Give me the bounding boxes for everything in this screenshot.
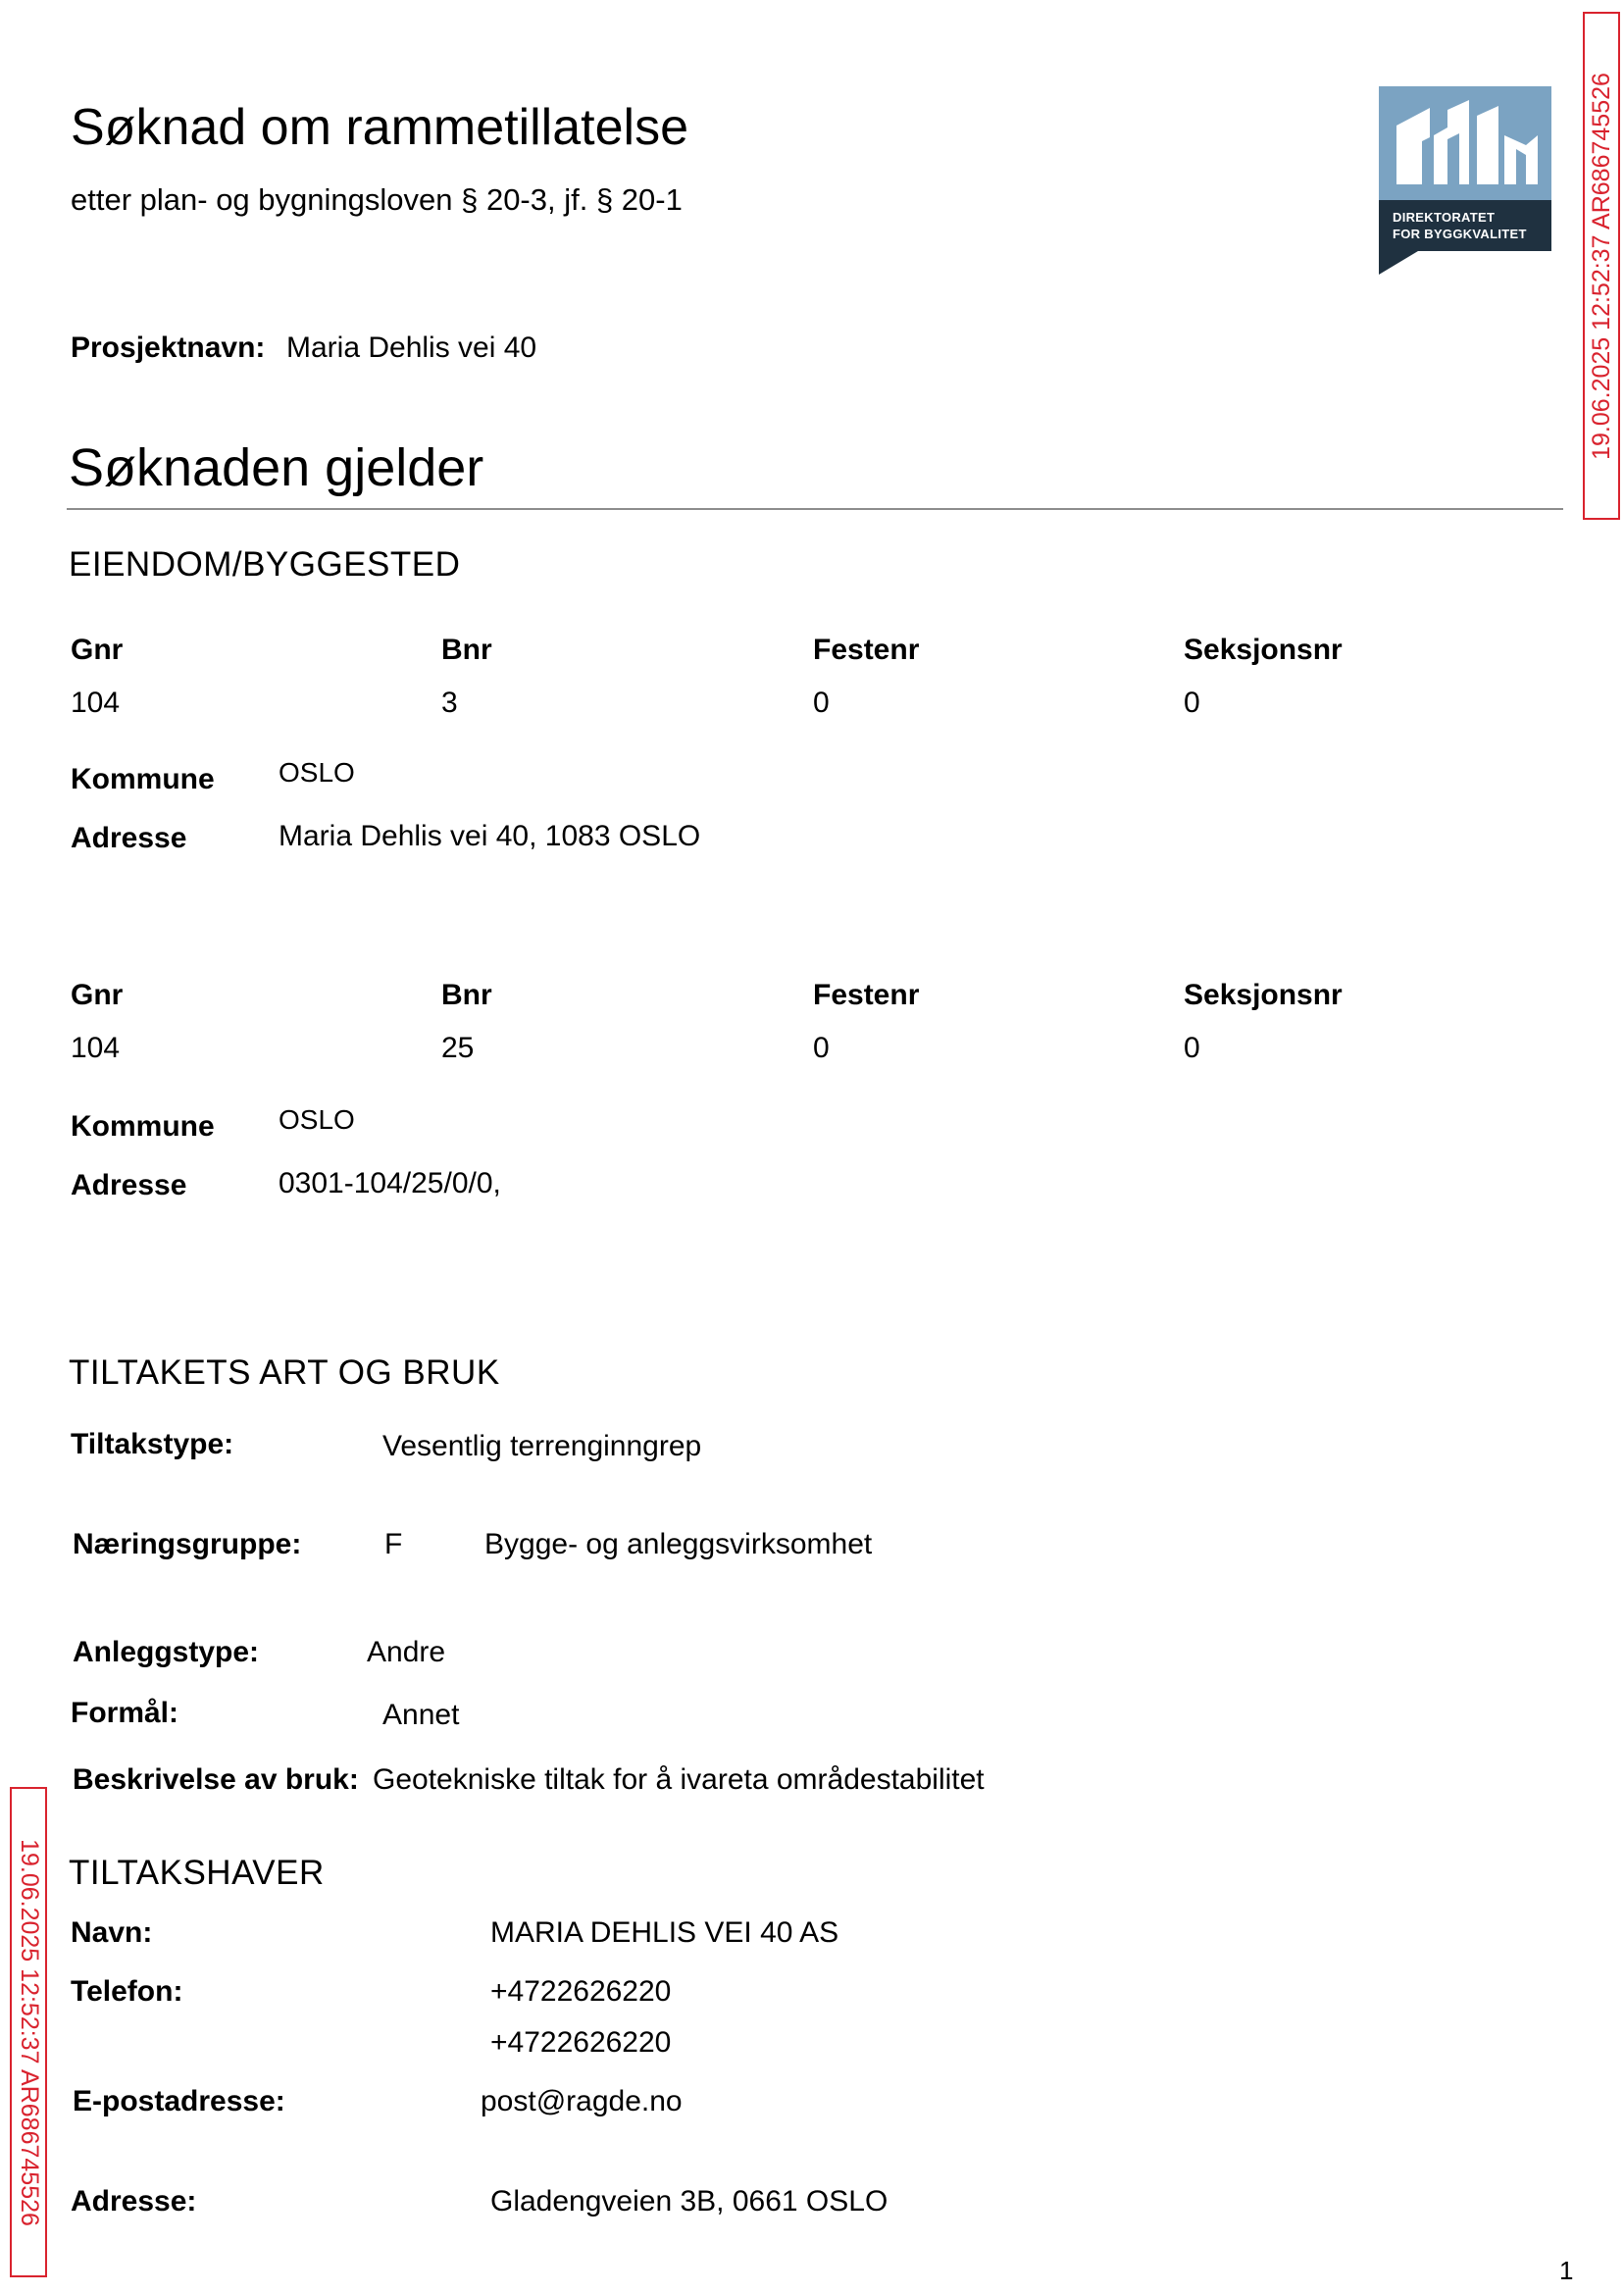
festenr-value: 0: [813, 687, 830, 719]
section-title: Søknaden gjelder: [69, 438, 484, 497]
stamp-text: 19.06.2025 12:52:37 AR686745526: [1587, 72, 1615, 460]
anleggstype-value: Andre: [367, 1636, 446, 1668]
col-festenr: Festenr: [813, 634, 920, 666]
naeringsgruppe-value: Bygge- og anleggsvirksomhet: [484, 1528, 873, 1560]
page-subtitle: etter plan- og bygningsloven § 20-3, jf. § 20-1: [71, 182, 683, 217]
epost-label: E-postadresse:: [73, 2085, 285, 2117]
col-festenr: Festenr: [813, 979, 920, 1011]
adresse-value: 0301-104/25/0/0,: [279, 1167, 501, 1199]
logo-text-line2: FOR BYGGKVALITET: [1393, 227, 1527, 241]
stamp-text: 19.06.2025 12:52:37 AR686745526: [15, 1838, 43, 2226]
kommune-value: OSLO: [279, 757, 355, 788]
adresse-value: Maria Dehlis vei 40, 1083 OSLO: [279, 820, 701, 852]
tiltakstype-value: Vesentlig terrenginngrep: [382, 1430, 702, 1462]
adresse-label: Adresse: [71, 822, 187, 854]
logo-band: [1379, 200, 1551, 251]
formal-value: Annet: [382, 1699, 460, 1731]
naeringsgruppe-label: Næringsgruppe:: [73, 1528, 302, 1560]
timestamp-stamp-top: [1583, 12, 1620, 520]
navn-label: Navn:: [71, 1916, 153, 1949]
festenr-value: 0: [813, 1032, 830, 1064]
bnr-value: 25: [441, 1032, 475, 1064]
seksjonsnr-value: 0: [1184, 1032, 1200, 1064]
tiltakshaver-heading: TILTAKSHAVER: [69, 1854, 325, 1892]
property-heading: EIENDOM/BYGGESTED: [69, 545, 461, 584]
bnr-value: 3: [441, 687, 458, 719]
section-divider: [67, 508, 1563, 510]
col-gnr: Gnr: [71, 634, 124, 666]
adresse-label: Adresse: [71, 1169, 187, 1201]
navn-value: MARIA DEHLIS VEI 40 AS: [490, 1916, 839, 1949]
formal-label: Formål:: [71, 1697, 179, 1729]
project-label: Prosjektnavn:: [71, 331, 266, 364]
tiltak-heading: TILTAKETS ART OG BRUK: [69, 1353, 500, 1392]
gnr-value: 104: [71, 1032, 121, 1064]
page-title: Søknad om rammetillatelse: [71, 99, 688, 156]
seksjonsnr-value: 0: [1184, 687, 1200, 719]
beskrivelse-label: Beskrivelse av bruk:: [73, 1763, 359, 1796]
col-seksjonsnr: Seksjonsnr: [1184, 634, 1343, 666]
telefon-value-1: +4722626220: [490, 1975, 672, 2008]
anleggstype-label: Anleggstype:: [73, 1636, 260, 1668]
tiltakshaver-adresse-label: Adresse:: [71, 2185, 197, 2218]
gnr-value: 104: [71, 687, 121, 719]
logo-building-icon: [1379, 86, 1551, 200]
project-name: Maria Dehlis vei 40: [286, 331, 537, 364]
tiltakshaver-adresse-value: Gladengveien 3B, 0661 OSLO: [490, 2185, 888, 2218]
col-gnr: Gnr: [71, 979, 124, 1011]
page-number: 1: [1559, 2256, 1574, 2285]
epost-value: post@ragde.no: [481, 2085, 683, 2117]
tiltakstype-label: Tiltakstype:: [71, 1428, 234, 1460]
beskrivelse-value: Geotekniske tiltak for å ivareta områdestabilitet: [373, 1763, 985, 1796]
logo-flag: [1379, 251, 1418, 275]
dibk-logo: [1379, 86, 1551, 275]
kommune-value: OSLO: [279, 1104, 355, 1135]
col-bnr: Bnr: [441, 634, 492, 666]
telefon-label: Telefon:: [71, 1975, 183, 2008]
timestamp-stamp-side: [10, 1787, 47, 2277]
col-seksjonsnr: Seksjonsnr: [1184, 979, 1343, 1011]
col-bnr: Bnr: [441, 979, 492, 1011]
telefon-value-2: +4722626220: [490, 2026, 672, 2059]
naeringsgruppe-code: F: [384, 1528, 403, 1560]
kommune-label: Kommune: [71, 763, 215, 795]
logo-text-line1: DIREKTORATET: [1393, 210, 1496, 225]
kommune-label: Kommune: [71, 1110, 215, 1143]
